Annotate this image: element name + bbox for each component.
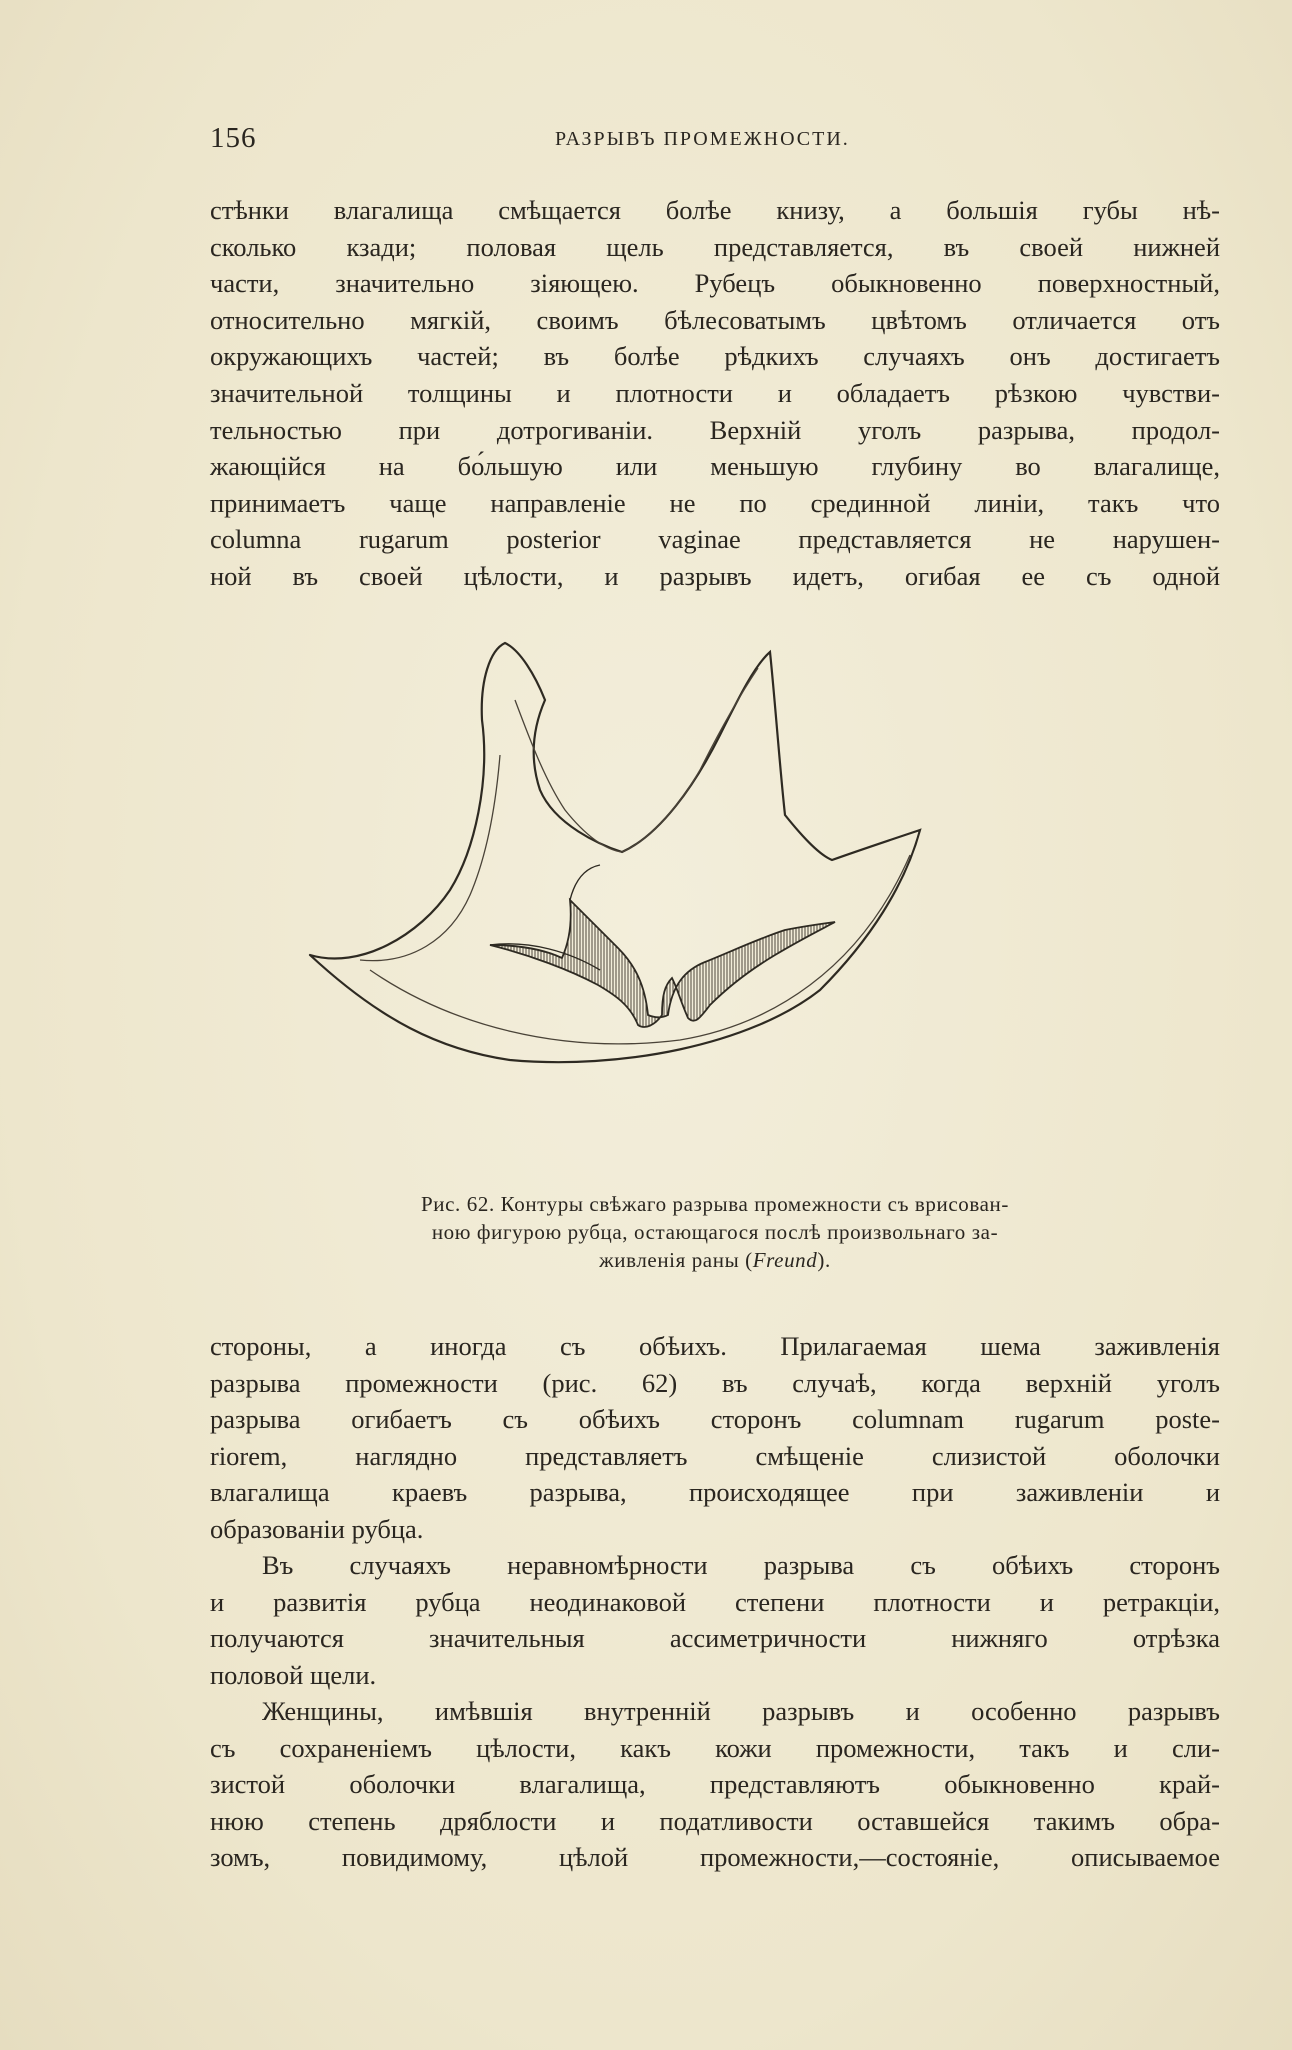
text-line: части, значительно зіяющею. Рубецъ обыкновенно поверхностный, (210, 268, 1220, 299)
text-line: и развитія рубца неодинаковой степени плотности и ретракціи, (210, 1586, 1220, 1617)
text-line: зистой оболочки влагалища, представляютъ обыкновенно край- (210, 1769, 1220, 1800)
inner-contour-right (622, 668, 758, 852)
text-line: Женщины, имѣвшія внутренній разрывъ и особенно разрывъ (262, 1696, 1220, 1726)
caption-line: ною фигурою рубца, остающагося послѣ произвольнаго за- (431, 1220, 999, 1244)
paragraph-2 (210, 1328, 1220, 1548)
text-line: окружающихъ частей; въ болѣе рѣдкихъ случаяхъ онъ достигаетъ (210, 341, 1220, 372)
caption-end: ). (817, 1248, 831, 1272)
caption-line: Рис. 62. Контуры свѣжаго разрыва промежности съ врисован- (421, 1192, 1009, 1216)
text-line: нюю степень дряблости и податливости оставшейся такимъ обра- (210, 1805, 1220, 1836)
inner-contour-left (360, 755, 500, 961)
text-line: разрыва огибаетъ съ обѣихъ сторонъ columnam rugarum poste- (210, 1404, 1220, 1435)
text-line: съ сохраненіемъ цѣлости, какъ кожи промежности, такъ и сли- (210, 1732, 1220, 1763)
page-header (210, 122, 1220, 162)
scar-figure (490, 900, 835, 1027)
caption-text: живленія раны ( (599, 1248, 753, 1272)
text-line: принимаетъ чаще направленіе не по срединной линіи, такъ что (210, 487, 1220, 518)
caption-line-last (300, 1246, 1130, 1274)
text-line: стѣнки влагалища смѣщается болѣе книзу, а большія губы нѣ- (210, 195, 1220, 225)
running-head: РАЗРЫВЪ ПРОМЕЖНОСТИ. (555, 128, 850, 150)
text-line: Въ случаяхъ неравномѣрности разрыва съ обѣихъ сторонъ (262, 1550, 1220, 1580)
text-line: влагалища краевъ разрыва, происходящее при заживленіи и (210, 1477, 1220, 1508)
text-line: riorem, наглядно представляетъ смѣщеніе слизистой оболочки (210, 1440, 1220, 1471)
text-line: сколько кзади; половая щель представляется, въ своей нижней (210, 231, 1220, 262)
text-line: тельностью при дотрогиваніи. Верхній уголъ разрыва, продол- (210, 414, 1220, 445)
text-line: стороны, а иногда съ обѣихъ. Прилагаемая шема заживленія (210, 1331, 1220, 1361)
text-line: разрыва промежности (рис. 62) въ случаѣ, когда верхній уголъ (210, 1367, 1220, 1398)
text-line: образованіи рубца. (210, 1513, 424, 1544)
scar-upper-arm (570, 865, 600, 900)
text-line: половой щели. (210, 1659, 377, 1690)
page-number: 156 (210, 122, 257, 154)
paragraph-1 (210, 192, 1220, 595)
figure-62-illustration (300, 640, 1120, 1185)
inner-contour-upper (515, 700, 622, 852)
text-line: жающійся на бо́льшую или меньшую глубину во влагалище, (210, 451, 1220, 482)
paragraph-4 (210, 1693, 1220, 1876)
text-line: относительно мягкій, своимъ бѣлесоватымъ цвѣтомъ отличается отъ (210, 304, 1220, 335)
text-line: значительной толщины и плотности и обладаетъ рѣзкою чувстви- (210, 377, 1220, 408)
paragraph-3 (210, 1547, 1220, 1693)
caption-author: Freund (752, 1248, 818, 1272)
text-line: ной въ своей цѣлости, и разрывъ идетъ, огибая ее съ одной (210, 560, 1220, 591)
text-line: columna rugarum posterior vaginae представляется не нарушен- (210, 524, 1220, 555)
outer-wound-contour (310, 643, 920, 1062)
scar-contour-drawing (300, 640, 1120, 1185)
text-line: получаются значительныя ассиметричности нижняго отрѣзка (210, 1623, 1220, 1654)
text-line: зомъ, повидимому, цѣлой промежности,—состояніе, описываемое (210, 1842, 1220, 1873)
figure-caption (300, 1190, 1130, 1274)
